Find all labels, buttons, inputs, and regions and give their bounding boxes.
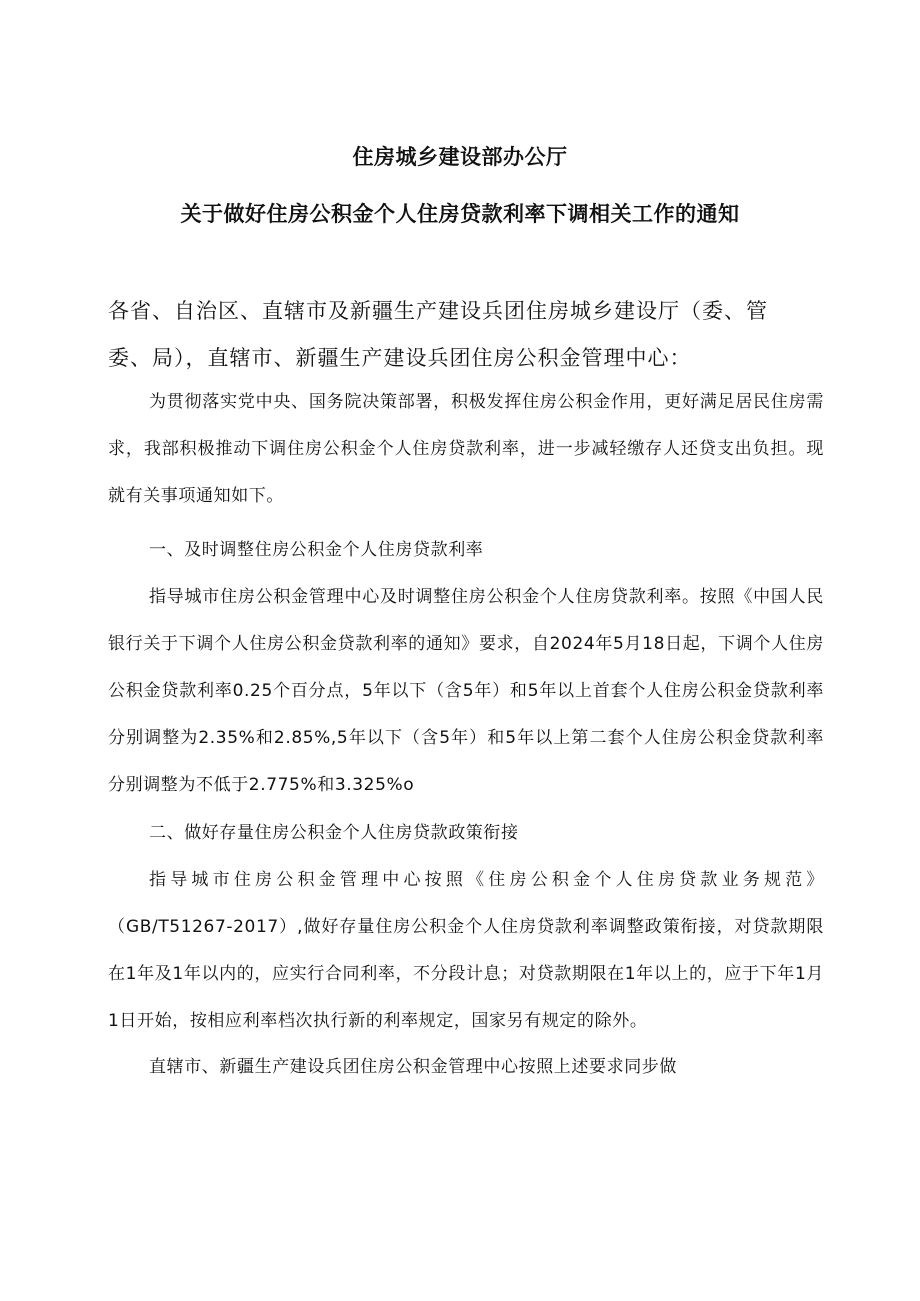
section2-heading: 二、做好存量住房公积金个人住房贷款政策衔接 <box>149 823 519 843</box>
section2-paragraph: 指导城市住房公积金管理中心按照《住房公积金个人住房贷款业务规范》（GB/T51267-2017）,做好存量住房公积金个人住房贷款利率调整政策衔接，对贷款期限在1年及1年以内的，应实行合同利率，不分段计息；对贷款期限在1年以上的，应于下年1月1日开始，按相应利率档次执行新的利率规定，国家另有规定的除外。 <box>108 870 824 1031</box>
section1-heading: 一、及时调整住房公积金个人住房贷款利率 <box>149 540 484 560</box>
salutation: 各省、自治区、直辖市及新疆生产建设兵团住房城乡建设厅（委、管委、局），直辖市、新疆生产建设兵团住房公积金管理中心： <box>108 299 768 370</box>
intro-paragraph: 为贯彻落实党中央、国务院决策部署，积极发挥住房公积金作用，更好满足居民住房需求，我部积极推动下调住房公积金个人住房贷款利率，进一步减轻缴存人还贷支出负担。现就有关事项通知如下。 <box>108 392 824 506</box>
notice-title: 关于做好住房公积金个人住房贷款利率下调相关工作的通知 <box>180 202 740 226</box>
issuer-title: 住房城乡建设部办公厅 <box>352 145 568 169</box>
section1-paragraph: 指导城市住房公积金管理中心及时调整住房公积金个人住房贷款利率。按照《中国人民银行关于下调个人住房公积金贷款利率的通知》要求，自2024年5月18日起，下调个人住房公积金贷款利率0.25个百分点，5年以下（含5年）和5年以上首套个人住房公积金贷款利率分别调整为2.35%和2.85%,5年以下（含5年）和5年以上第二套个人住房公积金贷款利率分别调整为不低于2.775%和3.325%o <box>108 587 824 795</box>
closing-paragraph: 直辖市、新疆生产建设兵团住房公积金管理中心按照上述要求同步做 <box>149 1057 677 1077</box>
